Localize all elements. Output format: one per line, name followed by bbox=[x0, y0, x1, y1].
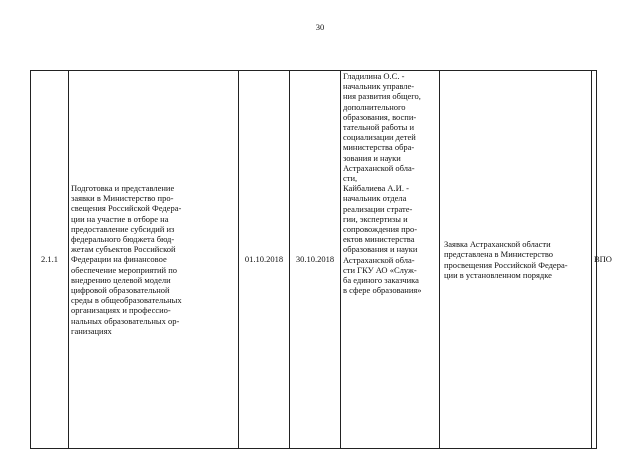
document-type: ВПО bbox=[594, 254, 612, 265]
start-date-cell bbox=[239, 71, 290, 448]
activity-name: Подготовка и представление заявки в Министерство про- свещения Российской Федера- ции на участие в отборе на предоставление субсидий из федерального бюджета бюд- жетам субъектов Российской Федерации на финансовое обеспечение мероприятий по внедрению целевой модели цифровой образовательной среды в общеобразовательных организациях и профессио- нальных образовательных ор- ганизациях bbox=[71, 182, 182, 336]
activity-name-cell bbox=[69, 71, 239, 448]
result-cell bbox=[440, 71, 592, 448]
start-date: 01.10.2018 bbox=[244, 254, 284, 265]
end-date: 30.10.2018 bbox=[295, 254, 335, 265]
end-date-cell bbox=[290, 71, 341, 448]
plan-table bbox=[30, 70, 612, 449]
responsible-cell bbox=[341, 71, 440, 448]
expected-result: Заявка Астраханской области представлена в Министерство просвещения Российской Федера- ции в установленном порядке bbox=[444, 239, 568, 280]
document-type-cell bbox=[592, 71, 612, 448]
row-number-cell bbox=[31, 71, 69, 448]
responsible-persons: Гладилина О.С. - начальник управле- ния развития общего, дополнительного образования, воспи- тательной работы и социализации детей министерства обра- зования и науки Астраханской обла- сти, Кайбалиева А.И. - начальник отдела реализации страте- гии, экспертизы и сопровождения про- ектов министерства образования и науки Астраханской обла- сти ГКУ АО «Служ- ба единого заказчика в сфере образования» bbox=[343, 71, 422, 296]
page-number: 30 bbox=[315, 22, 325, 32]
row-number: 2.1.1 bbox=[41, 254, 58, 265]
